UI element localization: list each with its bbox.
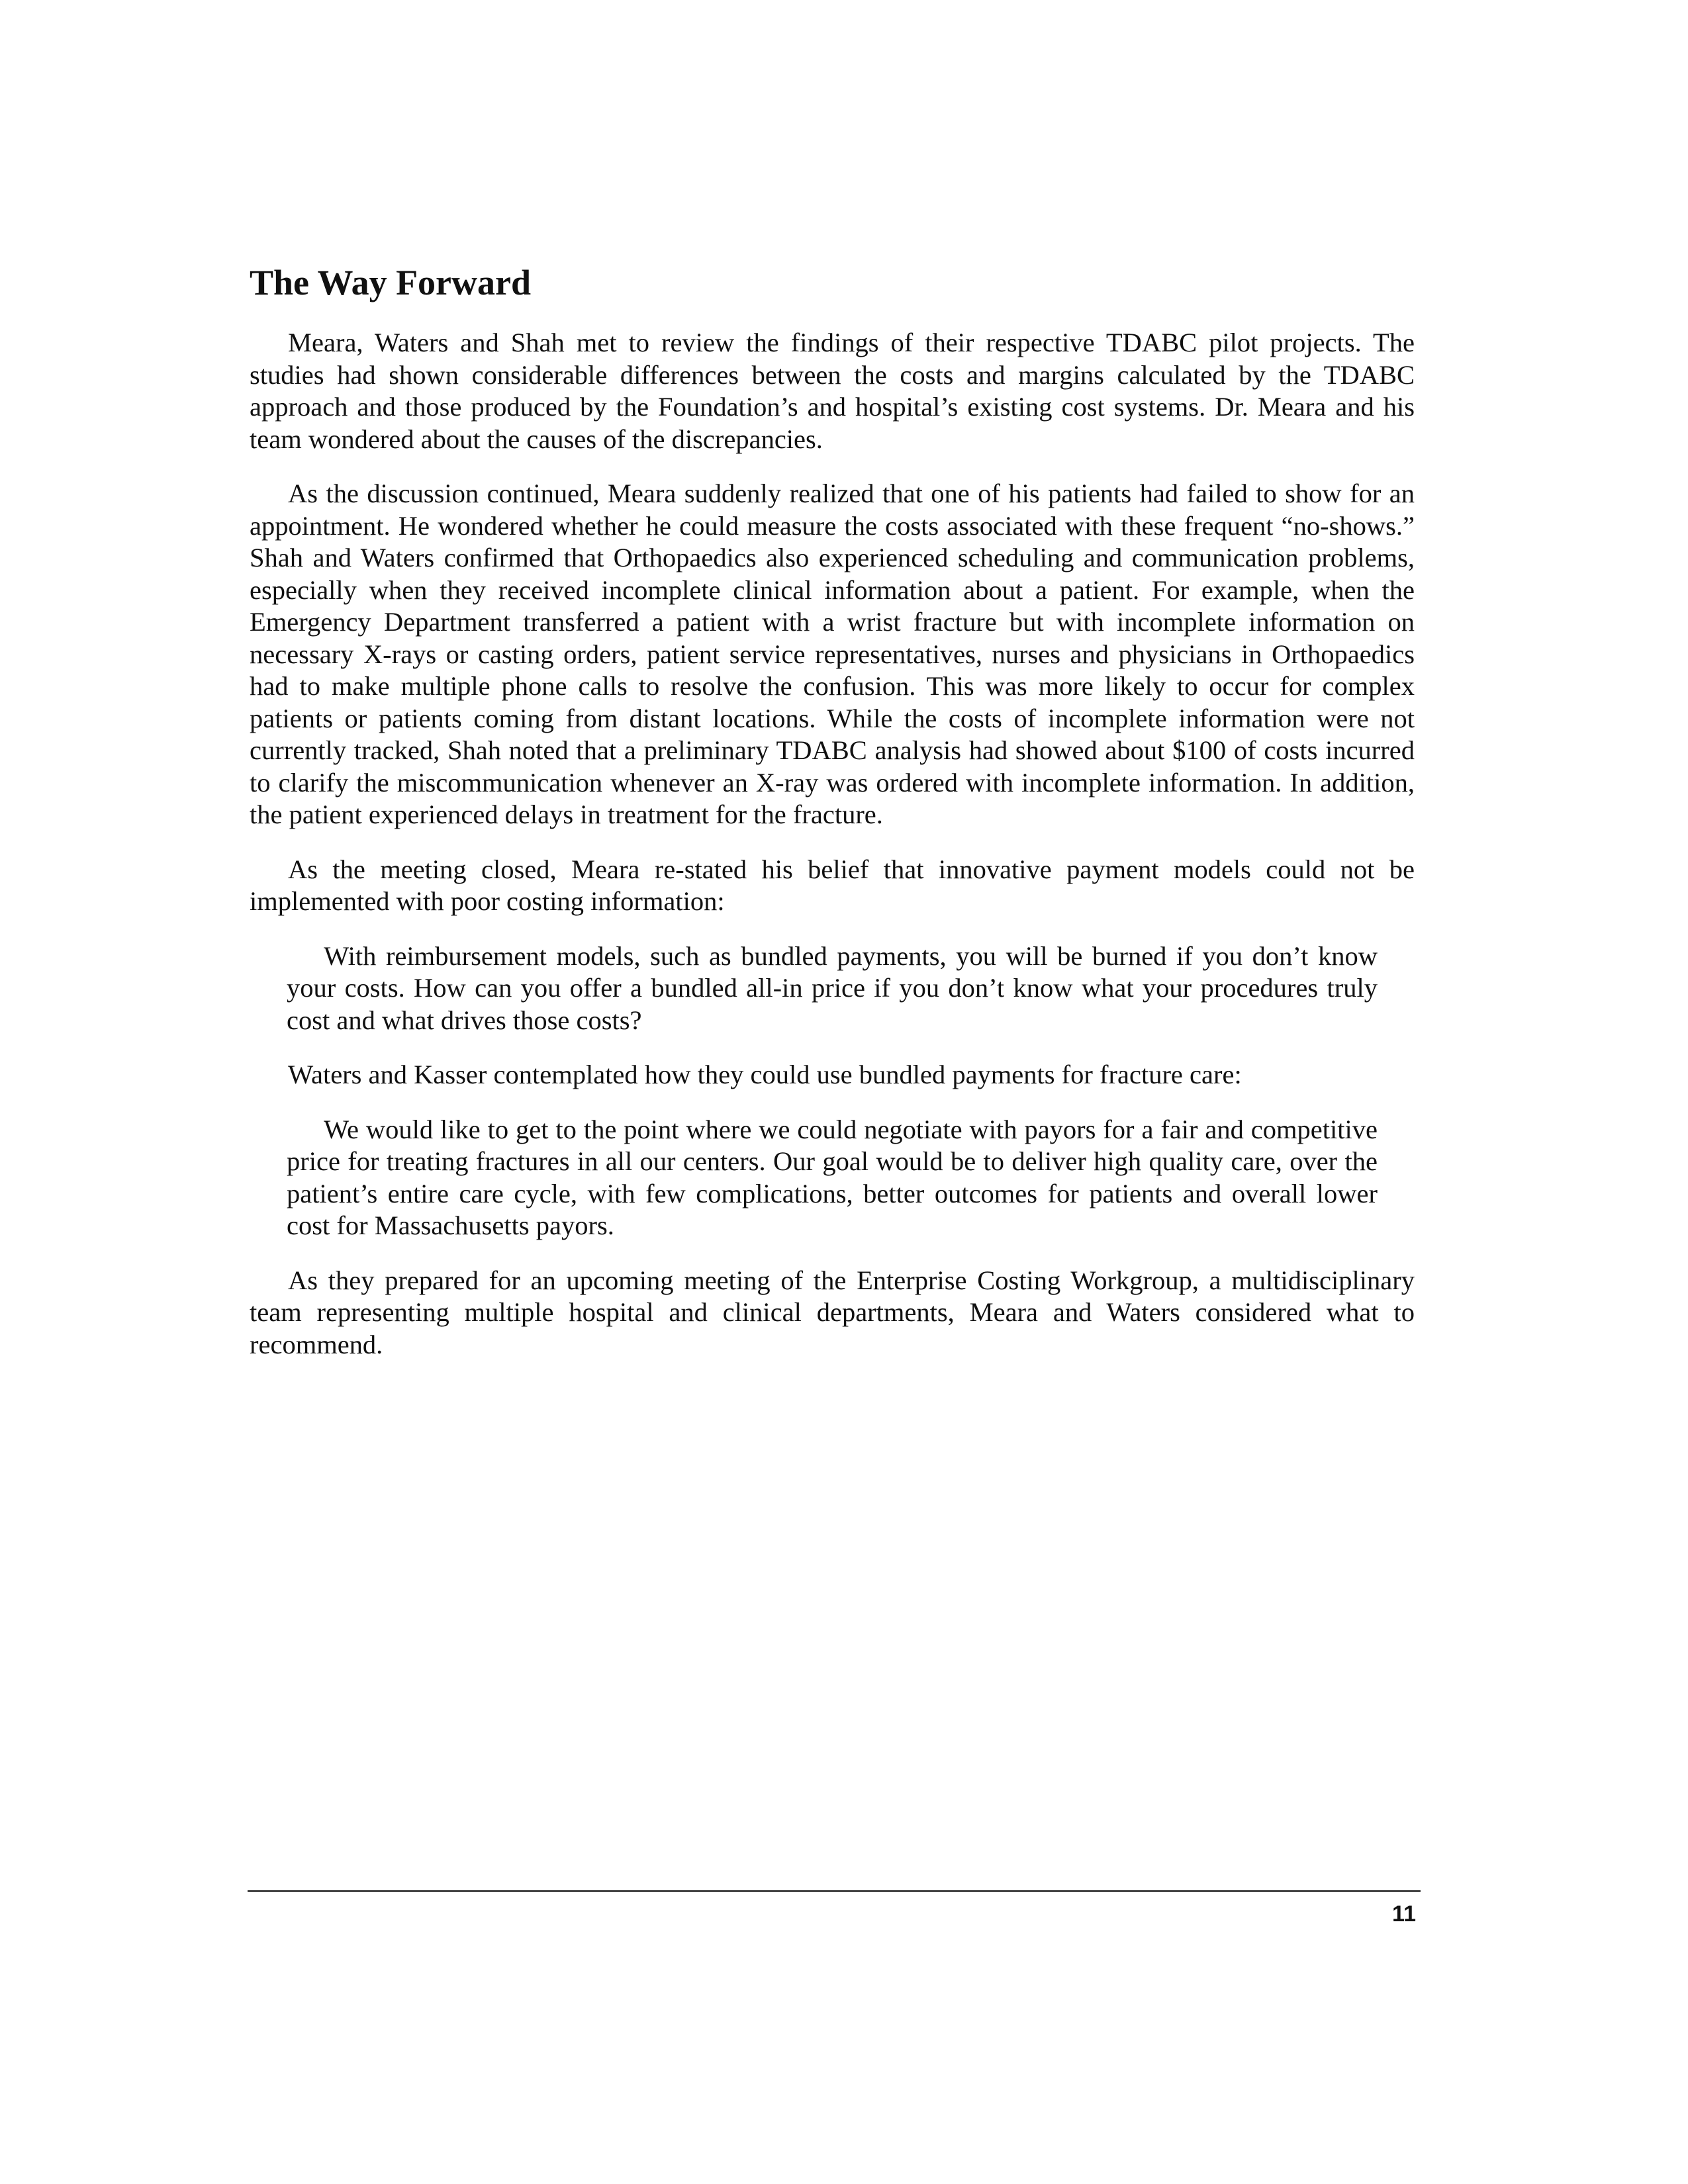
page-number: 11 (1392, 1901, 1416, 1927)
paragraph-meeting-close: As the meeting closed, Meara re-stated his belief that innovative payment models could not be implemented with poor costing information: (250, 854, 1415, 916)
paragraph-no-shows-discussion: As the discussion continued, Meara suddenly realized that one of his patients had failed to show for an appointment. He wondered whether he could measure the costs associated with these frequent “no-shows.” Shah and Waters confirmed that Orthopaedics also experienced scheduling and communication problems, especially when they received incomplete clinical information about a patient. For example, when the Emergency Department transferred a patient with a wrist fracture but with incomplete information on necessary X-rays or casting orders, patient service representatives, nurses and physicians in Orthopaedics had to make multiple phone calls to resolve the confusion. This was more likely to occur for complex patients or patients coming from distant locations. While the costs of incomplete information were not currently tracked, Shah noted that a preliminary TDABC analysis had showed about $100 of costs incurred to clarify the miscommunication whenever an X-ray was ordered with incomplete information. In addition, the patient experienced delays in treatment for the fracture. (250, 478, 1415, 829)
paragraph-waters-kasser: Waters and Kasser contemplated how they could use bundled payments for fracture care: (288, 1060, 1242, 1089)
body-text (250, 327, 1415, 1383)
paragraph-recommendation: As they prepared for an upcoming meeting of the Enterprise Costing Workgroup, a multidisciplinary team representing multiple hospital and clinical departments, Meara and Waters considered what to recommend. (250, 1265, 1415, 1359)
paragraph-findings-review: Meara, Waters and Shah met to review the findings of their respective TDABC pilot projects. The studies had shown considerable differences between the costs and margins calculated by the TDABC approach and those produced by the Foundation’s and hospital’s existing cost systems. Dr. Meara and his team wondered about the causes of the discrepancies. (250, 328, 1415, 454)
footer-divider (248, 1890, 1421, 1892)
section-heading: The Way Forward (250, 263, 532, 302)
quote-fracture-care-goal: We would like to get to the point where we could negotiate with payors for a fair and competitive price for treating fractures in all our centers. Our goal would be to deliver high quality care, over the patient’s entire care cycle, with few complications, better outcomes for patients and overall lower cost for Massachusetts payors. (287, 1114, 1378, 1240)
quote-meara-bundled-payments: With reimbursement models, such as bundled payments, you will be burned if you don’t know your costs. How can you offer a bundled all-in price if you don’t know what your procedures truly cost and what drives those costs? (287, 940, 1378, 1035)
